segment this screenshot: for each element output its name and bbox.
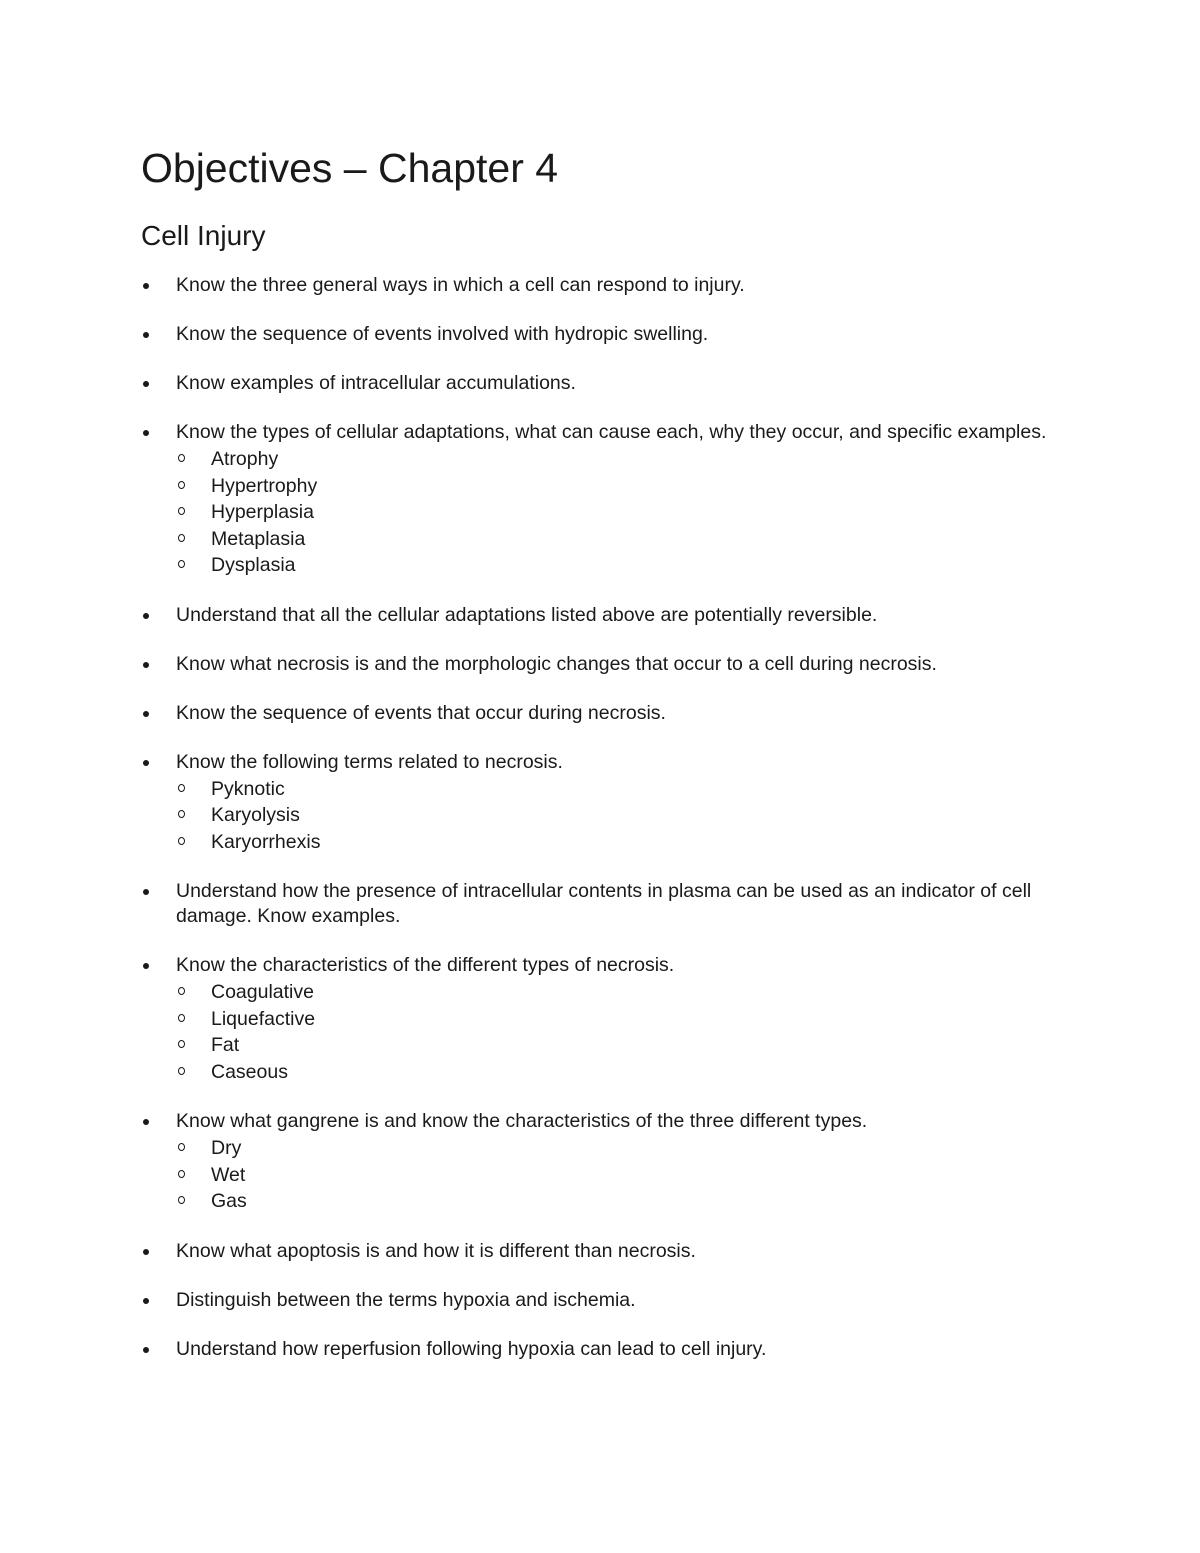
- list-item-text: Understand how the presence of intracellular contents in plasma can be used as an indicator of cell damage. Know examples.: [176, 880, 1032, 927]
- list-item: [141, 273, 1061, 298]
- bullet-icon: [143, 711, 149, 717]
- list-item-text: Know the sequence of events involved with hydropic swelling.: [176, 323, 709, 345]
- circle-bullet-icon: [178, 837, 185, 845]
- sub-list-item-text: Wet: [211, 1163, 246, 1186]
- bullet-icon: [143, 963, 149, 969]
- circle-bullet-icon: [178, 1067, 185, 1075]
- bullet-icon: [143, 662, 149, 668]
- list-item: [141, 652, 1061, 677]
- sub-list-item: [176, 1162, 1061, 1189]
- sub-list-item-text: Hypertrophy: [211, 474, 318, 497]
- list-item-text: Know the characteristics of the different types of necrosis.: [176, 954, 675, 976]
- list-item-text: Know the following terms related to necrosis.: [176, 750, 563, 773]
- sub-list-item-text: Gas: [211, 1190, 247, 1212]
- sub-list-item: [176, 499, 1061, 526]
- list-item-text: Know the types of cellular adaptations, what can cause each, why they occur, and specific examples.: [176, 421, 1047, 443]
- sub-list-item: [176, 1032, 1061, 1059]
- sub-list-item-text: Liquefactive: [211, 1007, 316, 1030]
- circle-bullet-icon: [178, 507, 185, 515]
- bullet-icon: [143, 1298, 149, 1304]
- bullet-icon: [143, 613, 149, 619]
- bullet-icon: [143, 332, 149, 338]
- circle-bullet-icon: [178, 1143, 185, 1151]
- list-item: [141, 322, 1061, 347]
- list-item: [141, 1288, 1061, 1313]
- sub-list-item-text: Karyorrhexis: [211, 830, 321, 853]
- sub-list-item-text: Dry: [211, 1137, 242, 1159]
- list-item: [141, 1109, 1061, 1215]
- sub-list-item: [176, 829, 1061, 856]
- sub-list-item-text: Dysplasia: [211, 554, 296, 576]
- sub-list-item-text: Atrophy: [211, 448, 279, 470]
- sub-list-item-text: Pyknotic: [211, 777, 285, 800]
- circle-bullet-icon: [178, 560, 185, 568]
- list-item: [141, 701, 1061, 726]
- circle-bullet-icon: [178, 1196, 185, 1204]
- bullet-icon: [143, 430, 149, 436]
- list-item-text: Know what apoptosis is and how it is different than necrosis.: [176, 1239, 696, 1262]
- list-item: [141, 953, 1061, 1085]
- sub-list-item: [176, 1006, 1061, 1033]
- sub-list-item-text: Coagulative: [211, 981, 314, 1003]
- sub-list: [176, 1135, 1061, 1215]
- circle-bullet-icon: [178, 454, 185, 462]
- list-item: [141, 750, 1061, 856]
- list-item: [141, 420, 1061, 579]
- sub-list-item-text: Metaplasia: [211, 527, 306, 550]
- sub-list-item: [176, 473, 1061, 500]
- section-heading: Cell Injury: [141, 220, 266, 251]
- sub-list: [176, 979, 1061, 1085]
- list-item-text: Know the sequence of events that occur during necrosis.: [176, 701, 666, 724]
- sub-list-item: [176, 446, 1061, 473]
- sub-list-item-text: Hyperplasia: [211, 501, 314, 523]
- bullet-icon: [143, 889, 149, 895]
- sub-list: [176, 446, 1061, 579]
- sub-list-item: [176, 776, 1061, 803]
- list-item-text: Know what necrosis is and the morphologic changes that occur to a cell during necrosis.: [176, 652, 937, 675]
- page-title: Objectives – Chapter 4: [141, 145, 559, 191]
- bullet-icon: [143, 283, 149, 289]
- circle-bullet-icon: [178, 987, 185, 995]
- circle-bullet-icon: [178, 810, 185, 818]
- sub-list-item: [176, 552, 1061, 579]
- sub-list-item: [176, 1188, 1061, 1215]
- sub-list-item: [176, 526, 1061, 553]
- list-item-text: Understand that all the cellular adaptations listed above are potentially reversible.: [176, 603, 878, 626]
- sub-list-item: [176, 1135, 1061, 1162]
- bullet-icon: [143, 1249, 149, 1255]
- bullet-icon: [143, 1347, 149, 1353]
- circle-bullet-icon: [178, 1014, 185, 1022]
- circle-bullet-icon: [178, 534, 185, 542]
- list-item-text: Know what gangrene is and know the characteristics of the three different types.: [176, 1110, 868, 1132]
- list-item-text: Know examples of intracellular accumulations.: [176, 372, 576, 394]
- list-item-text: Know the three general ways in which a cell can respond to injury.: [176, 274, 745, 296]
- list-item-text: Understand how reperfusion following hypoxia can lead to cell injury.: [176, 1337, 767, 1360]
- sub-list-item: [176, 802, 1061, 829]
- objectives-list: [141, 273, 1061, 1362]
- bullet-icon: [143, 760, 149, 766]
- sub-list-item: [176, 1059, 1061, 1086]
- circle-bullet-icon: [178, 1040, 185, 1048]
- bullet-icon: [143, 1119, 149, 1125]
- bullet-icon: [143, 381, 149, 387]
- list-item: [141, 879, 1061, 929]
- document-page: [141, 143, 1061, 1386]
- list-item: [141, 371, 1061, 396]
- circle-bullet-icon: [178, 481, 185, 489]
- list-item: [141, 1337, 1061, 1362]
- circle-bullet-icon: [178, 784, 185, 792]
- circle-bullet-icon: [178, 1170, 185, 1178]
- sub-list-item-text: Caseous: [211, 1060, 288, 1083]
- list-item-text: Distinguish between the terms hypoxia and ischemia.: [176, 1288, 636, 1311]
- sub-list-item-text: Fat: [211, 1034, 240, 1056]
- sub-list-item-text: Karyolysis: [211, 804, 300, 826]
- sub-list: [176, 776, 1061, 856]
- list-item: [141, 603, 1061, 628]
- list-item: [141, 1239, 1061, 1264]
- sub-list-item: [176, 979, 1061, 1006]
